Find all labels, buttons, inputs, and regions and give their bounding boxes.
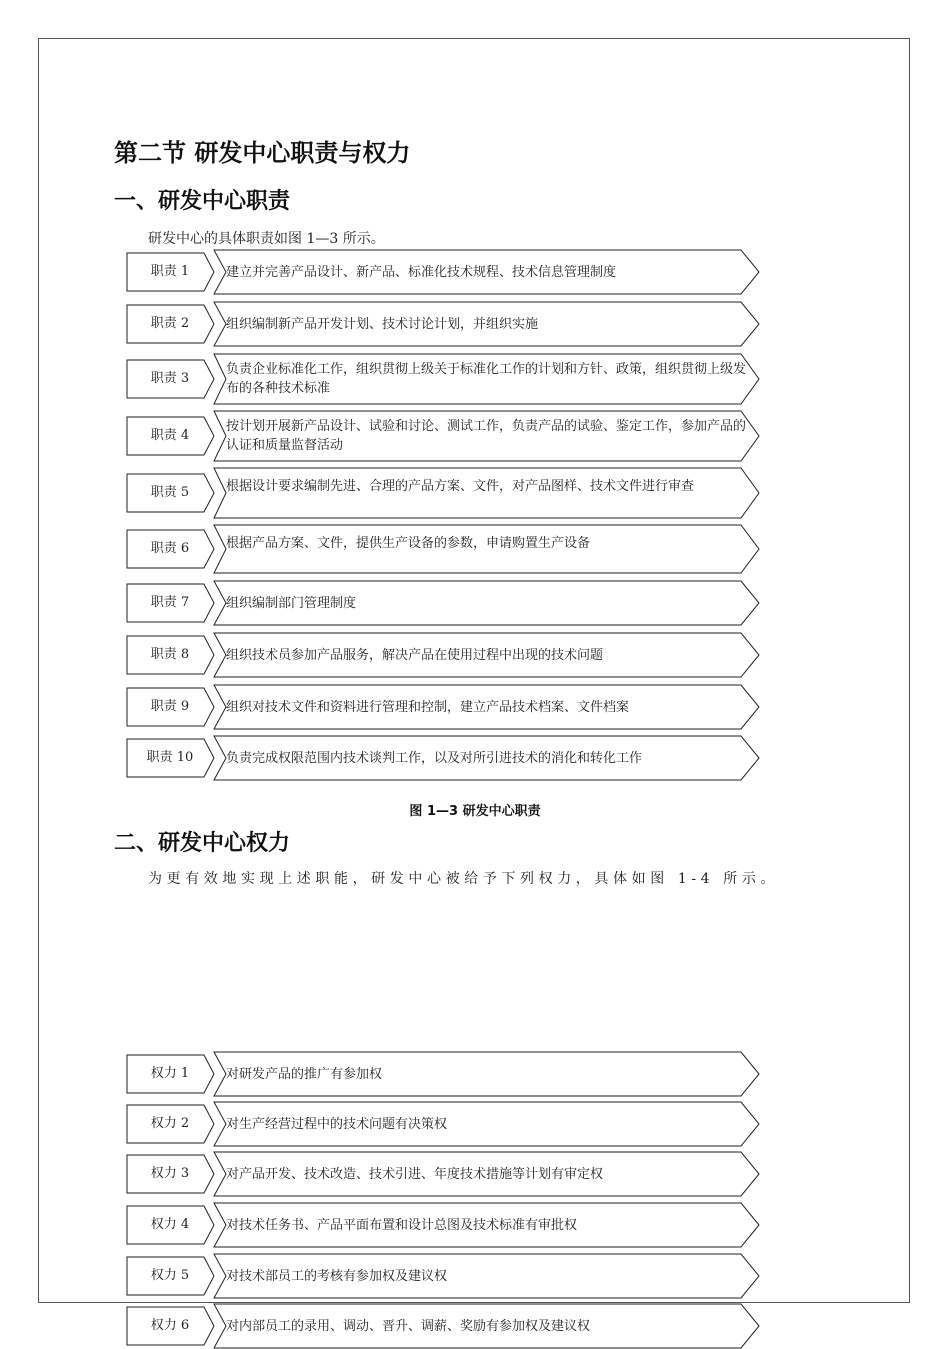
power-label-1: 权力 1 bbox=[150, 1066, 190, 1081]
duty-label-8: 职责 8 bbox=[150, 647, 190, 662]
power-row-3 bbox=[126, 1151, 766, 1197]
duty-text-9: 组织对技术文件和资料进行管理和控制，建立产品技术档案、文件档案 bbox=[226, 700, 630, 715]
duty-text-8: 组织技术员参加产品服务，解决产品在使用过程中出现的技术问题 bbox=[226, 648, 604, 663]
power-label-5: 权力 5 bbox=[150, 1268, 190, 1283]
duty-text-7: 组织编制部门管理制度 bbox=[226, 596, 357, 611]
power-row-6 bbox=[126, 1303, 766, 1349]
duty-label-9: 职责 9 bbox=[150, 699, 190, 714]
duty-text-10: 负责完成权限范围内技术谈判工作，以及对所引进技术的消化和转化工作 bbox=[226, 751, 643, 766]
duty-label-4: 职责 4 bbox=[150, 428, 190, 443]
duty-label-6: 职责 6 bbox=[150, 541, 190, 556]
duties-intro: 研发中心的具体职责如图 1—3 所示。 bbox=[148, 231, 385, 247]
power-text-5: 对技术部员工的考核有参加权及建议权 bbox=[226, 1269, 448, 1284]
duties-heading: 一、研发中心职责 bbox=[114, 189, 291, 214]
duty-text-1: 建立并完善产品设计、新产品、标准化技术规程、技术信息管理制度 bbox=[226, 265, 617, 280]
power-label-4: 权力 4 bbox=[150, 1217, 190, 1232]
duty-label-3: 职责 3 bbox=[150, 371, 190, 386]
powers-heading: 二、研发中心权力 bbox=[114, 831, 291, 856]
power-label-2: 权力 2 bbox=[150, 1116, 190, 1131]
duty-label-5: 职责 5 bbox=[150, 485, 190, 500]
figure-caption: 图 1—3 研发中心职责 bbox=[409, 804, 541, 819]
duty-label-7: 职责 7 bbox=[150, 595, 190, 610]
duty-text-3: 负责企业标准化工作，组织贯彻上级关于标准化工作的计划和方针、政策，组织贯彻上级发布的各种技术标准 bbox=[226, 362, 747, 396]
duty-text-4: 按计划开展新产品设计、试验和讨论、测试工作，负责产品的试验、鉴定工作，参加产品的认证和质量监督活动 bbox=[226, 419, 747, 453]
section-title: 第二节 研发中心职责与权力 bbox=[114, 139, 411, 167]
duty-label-1: 职责 1 bbox=[150, 264, 190, 279]
duty-label-2: 职责 2 bbox=[150, 316, 190, 331]
duty-text-2: 组织编制新产品开发计划、技术讨论计划，并组织实施 bbox=[226, 317, 539, 332]
duty-text-5: 根据设计要求编制先进、合理的产品方案、文件，对产品图样、技术文件进行审查 bbox=[226, 479, 695, 494]
power-text-2: 对生产经营过程中的技术问题有决策权 bbox=[226, 1117, 448, 1132]
power-text-4: 对技术任务书、产品平面布置和设计总图及技术标准有审批权 bbox=[226, 1218, 578, 1233]
duty-text-6: 根据产品方案、文件，提供生产设备的参数，申请购置生产设备 bbox=[226, 536, 591, 551]
power-text-6: 对内部员工的录用、调动、晋升、调薪、奖励有参加权及建议权 bbox=[226, 1319, 591, 1334]
power-text-3: 对产品开发、技术改造、技术引进、年度技术措施等计划有审定权 bbox=[226, 1167, 604, 1182]
power-row-2 bbox=[126, 1101, 766, 1147]
powers-intro: 为更有效地实现上述职能，研发中心被给予下列权力，具体如图 1-4 所示。 bbox=[148, 871, 780, 887]
power-row-5 bbox=[126, 1253, 766, 1299]
power-row-1 bbox=[126, 1051, 766, 1097]
duty-label-10: 职责 10 bbox=[146, 750, 194, 765]
power-label-3: 权力 3 bbox=[150, 1166, 190, 1181]
power-text-1: 对研发产品的推广有参加权 bbox=[226, 1067, 383, 1082]
power-label-6: 权力 6 bbox=[150, 1318, 190, 1333]
power-row-4 bbox=[126, 1202, 766, 1248]
